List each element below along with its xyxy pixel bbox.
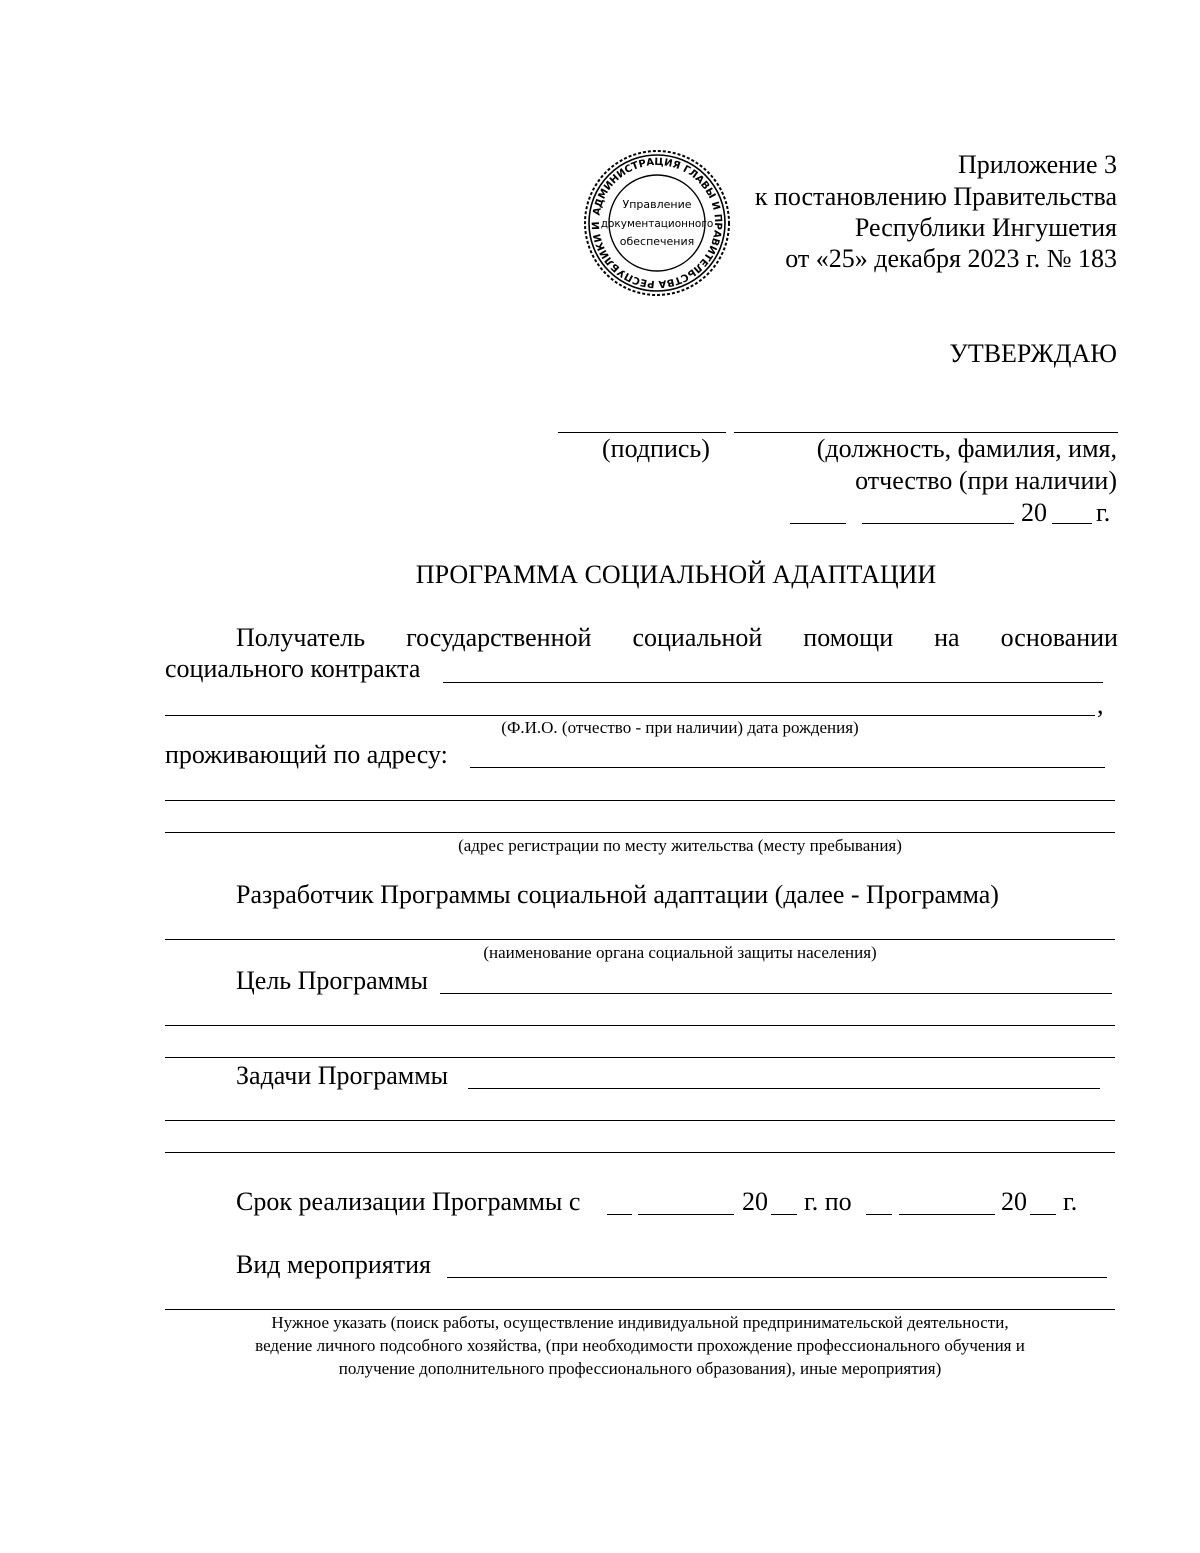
approval-title: УТВЕРЖДАЮ (949, 339, 1117, 368)
term-start-day-line[interactable] (607, 1214, 632, 1215)
tasks-line-1[interactable] (468, 1088, 1100, 1089)
document-title: ПРОГРАММА СОЦИАЛЬНОЙ АДАПТАЦИИ (415, 560, 937, 589)
official-stamp (582, 148, 732, 298)
recipient-word: основании (1000, 623, 1118, 652)
tasks-label: Задачи Программы (236, 1061, 449, 1090)
activity-label: Вид мероприятия (236, 1250, 431, 1279)
social-contract-label: социального контракта (165, 654, 421, 683)
goal-line-3[interactable] (165, 1057, 1115, 1058)
recipient-name-line-1[interactable] (443, 682, 1103, 683)
address-hint: (адрес регистрации по месту жительства (месту пребывания) (458, 836, 902, 855)
approval-day-line[interactable] (790, 523, 846, 524)
term-start-month-line[interactable] (638, 1214, 734, 1215)
stamp-line-2: документационного (600, 218, 714, 230)
goal-line-2[interactable] (165, 1025, 1115, 1026)
approval-year-suffix: г. (1096, 498, 1111, 527)
address-line-1[interactable] (470, 767, 1105, 768)
activity-note-3: получение дополнительного профессионального образования), иные мероприятия) (338, 1359, 942, 1378)
appendix-number: Приложение 3 (957, 150, 1117, 179)
goal-line-1[interactable] (440, 993, 1112, 994)
approval-year-prefix: 20 (1021, 498, 1047, 527)
address-line-2[interactable] (165, 800, 1115, 801)
term-end-day-line[interactable] (866, 1214, 892, 1215)
republic-name: Республики Ингушетия (854, 213, 1117, 242)
position-label-1: (должность, фамилия, имя, (816, 434, 1117, 463)
stamp-line-3: обеспечения (619, 235, 695, 248)
position-label-2: отчество (при наличии) (855, 466, 1117, 495)
approval-month-line[interactable] (862, 523, 1014, 524)
recipient-word: помощи (803, 623, 894, 652)
recipient-hint: (Ф.И.О. (отчество - при наличии) дата рождения) (501, 718, 859, 737)
term-suffix: г. (1063, 1187, 1078, 1216)
position-name-line[interactable] (734, 432, 1118, 433)
goal-label: Цель Программы (236, 966, 429, 995)
recipient-word: социальной (632, 623, 763, 652)
developer-line[interactable] (165, 939, 1115, 940)
developer-hint: (наименование органа социальной защиты населения) (483, 943, 877, 962)
activity-line-1[interactable] (447, 1277, 1107, 1278)
recipient-word: Получатель (236, 623, 366, 652)
activity-note-1: Нужное указать (поиск работы, осуществление индивидуальной предпринимательской деятельности, (271, 1313, 1009, 1332)
signature-label: (подпись) (602, 434, 710, 463)
term-end-year-prefix: 20 (1001, 1187, 1027, 1216)
recipient-name-line-2[interactable] (165, 715, 1095, 716)
activity-note-2: ведение личного подсобного хозяйства, (при необходимости прохождение профессионального обучения и (255, 1336, 1025, 1355)
address-line-3[interactable] (165, 832, 1115, 833)
recipient-comma: , (1097, 690, 1104, 719)
approval-year-line[interactable] (1052, 523, 1092, 524)
activity-line-2[interactable] (165, 1309, 1115, 1310)
signature-line[interactable] (558, 432, 726, 433)
developer-label: Разработчик Программы социальной адаптации (далее - Программа) (236, 880, 999, 909)
stamp-line-1: Управление (622, 198, 692, 211)
address-label: проживающий по адресу: (165, 740, 448, 769)
term-start-year-prefix: 20 (742, 1187, 768, 1216)
resolution-reference: к постановлению Правительства (754, 182, 1117, 211)
recipient-intro (236, 623, 1118, 653)
recipient-word: государственной (406, 623, 592, 652)
term-label: Срок реализации Программы с (236, 1187, 581, 1216)
recipient-word: на (934, 623, 960, 652)
term-end-year-line[interactable] (1030, 1214, 1056, 1215)
tasks-line-3[interactable] (165, 1152, 1115, 1153)
resolution-date: от «25» декабря 2023 г. № 183 (785, 244, 1117, 273)
tasks-line-2[interactable] (165, 1120, 1115, 1121)
term-start-year-line[interactable] (771, 1214, 797, 1215)
stamp-seal (582, 148, 732, 298)
term-mid-text: г. по (804, 1187, 852, 1216)
term-end-month-line[interactable] (899, 1214, 995, 1215)
stamp-ring-text: АДМИНИСТРАЦИЯ ГЛАВЫ И ПРАВИТЕЛЬСТВА РЕСПУБЛИКИ И (590, 156, 724, 290)
